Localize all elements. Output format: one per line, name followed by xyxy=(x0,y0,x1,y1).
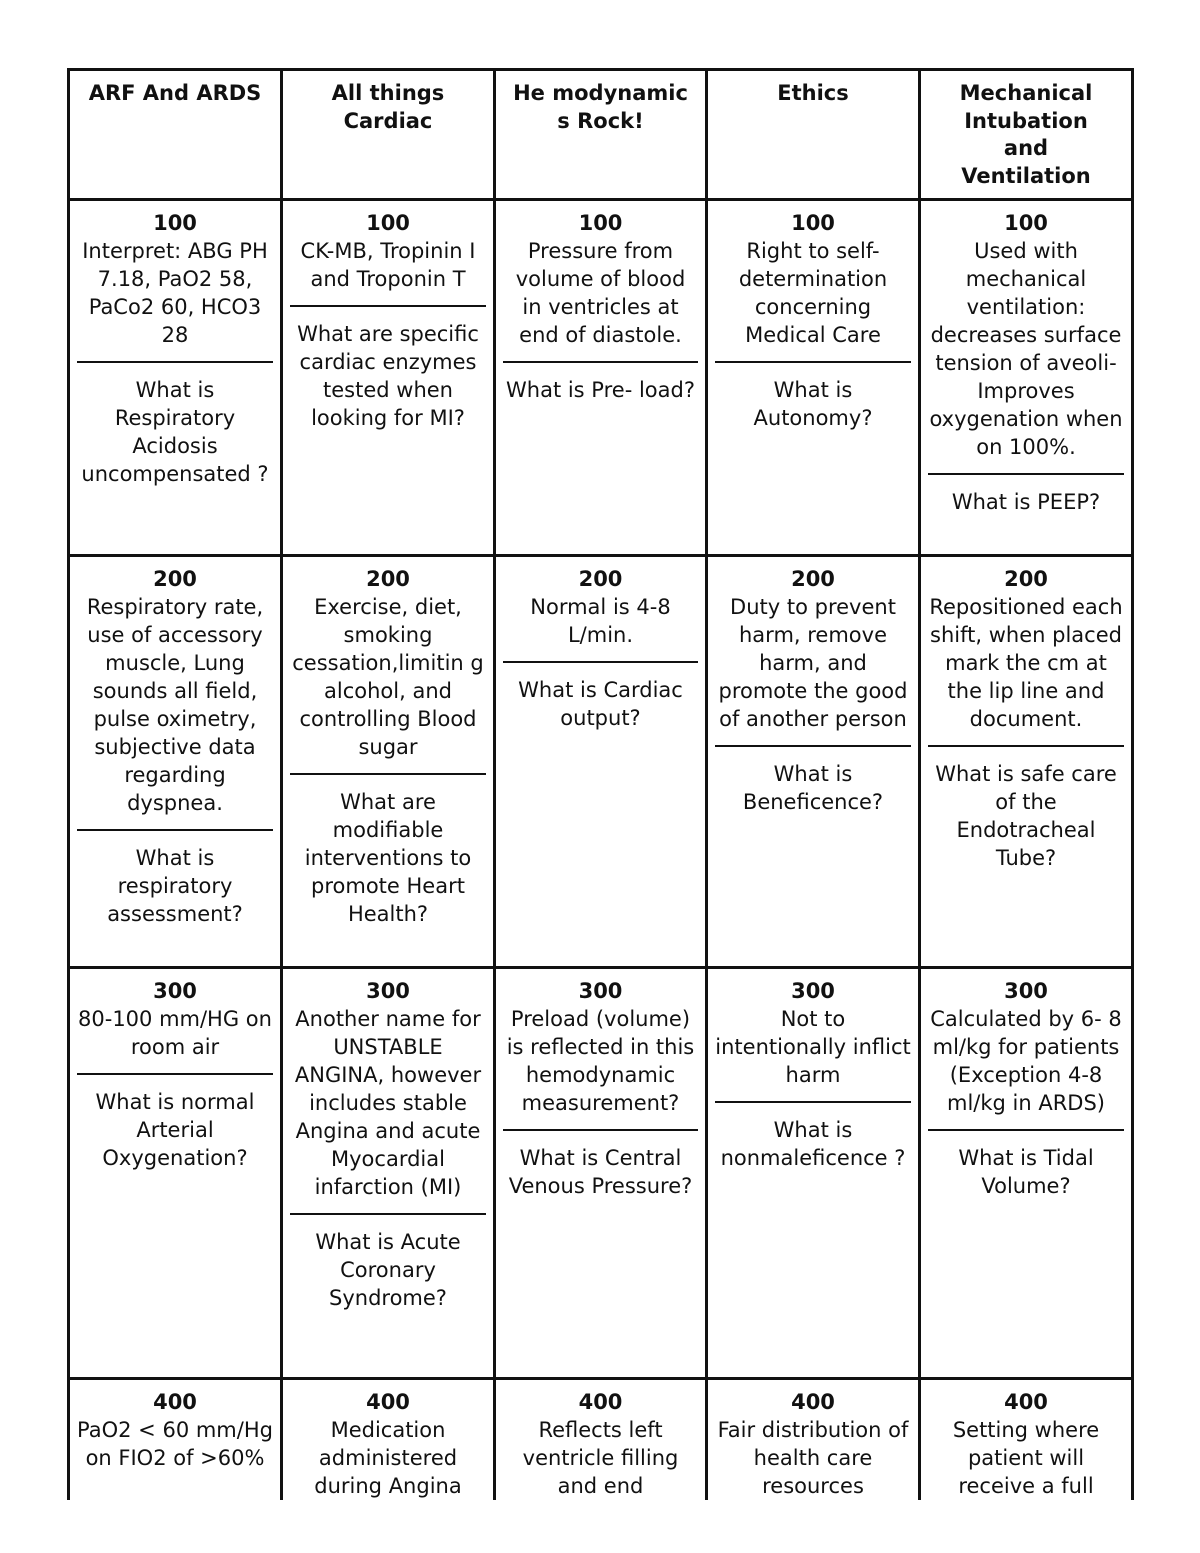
clue-text: Respiratory rate, use of accessory muscle, Lung sounds all field, pulse oximetry, subjective data regarding dyspnea. xyxy=(86,595,264,815)
divider xyxy=(503,661,698,663)
answer-text: What is PEEP? xyxy=(951,490,1101,514)
divider xyxy=(290,773,486,775)
divider xyxy=(928,1129,1124,1131)
clue-text: PaO2 < 60 mm/Hg on FIO2 of >60% xyxy=(77,1418,273,1470)
question-cell-ethics-300 xyxy=(708,969,921,1380)
answer-text: What are specific cardiac enzymes tested when looking for MI? xyxy=(297,322,479,430)
point-value: 100 xyxy=(366,211,410,235)
divider xyxy=(715,361,911,363)
divider xyxy=(503,1129,698,1131)
divider xyxy=(928,745,1124,747)
point-value: 400 xyxy=(578,1390,623,1414)
category-header-hemodynamics: He modynamic s Rock! xyxy=(496,71,708,201)
point-value: 300 xyxy=(578,979,623,1003)
question-cell-hemodynamics-100 xyxy=(496,201,708,557)
divider xyxy=(77,361,273,363)
category-header-arf-ards: ARF And ARDS xyxy=(70,71,283,201)
point-value: 300 xyxy=(791,979,835,1003)
question-cell-cardiac-400 xyxy=(283,1380,496,1500)
jeopardy-grid xyxy=(67,68,1134,1500)
question-cell-arf-200 xyxy=(70,557,283,969)
divider xyxy=(928,473,1124,475)
clue-text: CK-MB, Tropinin I and Troponin T xyxy=(300,239,476,291)
point-value: 100 xyxy=(1004,211,1048,235)
clue-text: Normal is 4-8 L/min. xyxy=(530,595,671,647)
point-value: 300 xyxy=(153,979,197,1003)
divider xyxy=(503,361,698,363)
category-header-cardiac: All things Cardiac xyxy=(283,71,496,201)
divider xyxy=(290,305,486,307)
point-value: 300 xyxy=(1004,979,1048,1003)
divider xyxy=(715,745,911,747)
clue-text: Calculated by 6- 8 ml/kg for patients (Exception 4-8 ml/kg in ARDS) xyxy=(930,1007,1122,1115)
answer-text: What is Respiratory Acidosis uncompensated ? xyxy=(81,378,269,486)
clue-text: 80-100 mm/HG on room air xyxy=(78,1007,272,1059)
clue-text: Duty to prevent harm, remove harm, and promote the good of another person xyxy=(718,595,908,731)
question-cell-arf-300 xyxy=(70,969,283,1380)
answer-text: What is nonmaleficence ? xyxy=(720,1118,906,1170)
answer-text: What is Autonomy? xyxy=(753,378,873,430)
question-cell-cardiac-300 xyxy=(283,969,496,1380)
answer-text: What is Cardiac output? xyxy=(518,678,683,730)
point-value: 100 xyxy=(153,211,197,235)
point-value: 200 xyxy=(791,567,835,591)
question-cell-cardiac-100 xyxy=(283,201,496,557)
question-cell-hemodynamics-300 xyxy=(496,969,708,1380)
point-value: 100 xyxy=(791,211,835,235)
clue-text: Fair distribution of health care resources xyxy=(717,1418,909,1498)
category-header-ventilation: Mechanical Intubation and Ventilation xyxy=(921,71,1134,201)
clue-text: Medication administered during Angina xyxy=(314,1418,462,1498)
point-value: 200 xyxy=(1004,567,1048,591)
question-cell-ventilation-100 xyxy=(921,201,1134,557)
clue-text: Interpret: ABG PH 7.18, PaO2 58, PaCo2 60, HCO3 28 xyxy=(82,239,268,347)
clue-text: Used with mechanical ventilation: decreases surface tension of aveoli- Improves oxygenation when on 100%. xyxy=(929,239,1123,459)
question-cell-cardiac-200 xyxy=(283,557,496,969)
clue-text: Repositioned each shift, when placed mark the cm at the lip line and document. xyxy=(929,595,1123,731)
point-value: 400 xyxy=(153,1390,197,1414)
answer-text: What is Central Venous Pressure? xyxy=(508,1146,693,1198)
question-cell-arf-400 xyxy=(70,1380,283,1500)
clue-text: Preload (volume) is reflected in this hemodynamic measurement? xyxy=(506,1007,695,1115)
question-cell-arf-100 xyxy=(70,201,283,557)
answer-text: What is Pre- load? xyxy=(506,378,695,402)
answer-text: What is normal Arterial Oxygenation? xyxy=(95,1090,255,1170)
point-value: 400 xyxy=(366,1390,410,1414)
divider xyxy=(290,1213,486,1215)
clue-text: Setting where patient will receive a full xyxy=(952,1418,1100,1498)
answer-text: What is safe care of the Endotracheal Tube? xyxy=(935,762,1117,870)
clue-text: Not to intentionally inflict harm xyxy=(715,1007,911,1087)
point-value: 400 xyxy=(1004,1390,1048,1414)
question-cell-ethics-100 xyxy=(708,201,921,557)
question-cell-ethics-400 xyxy=(708,1380,921,1500)
jeopardy-sheet xyxy=(67,68,1134,1500)
clue-text: Another name for UNSTABLE ANGINA, however includes stable Angina and acute Myocardial infarction (MI) xyxy=(294,1007,482,1199)
category-header-ethics: Ethics xyxy=(708,71,921,201)
question-cell-hemodynamics-200 xyxy=(496,557,708,969)
question-cell-ethics-200 xyxy=(708,557,921,969)
clue-text: Pressure from volume of blood in ventricles at end of diastole. xyxy=(515,239,686,347)
answer-text: What is Tidal Volume? xyxy=(958,1146,1094,1198)
point-value: 300 xyxy=(366,979,410,1003)
clue-text: Reflects left ventricle filling and end xyxy=(522,1418,679,1498)
divider xyxy=(715,1101,911,1103)
clue-text: Right to self- determination concerning Medical Care xyxy=(738,239,888,347)
answer-text: What are modifiable interventions to promote Heart Health? xyxy=(304,790,472,926)
divider xyxy=(77,829,273,831)
point-value: 200 xyxy=(153,567,197,591)
point-value: 400 xyxy=(791,1390,835,1414)
question-cell-ventilation-300 xyxy=(921,969,1134,1380)
point-value: 200 xyxy=(366,567,410,591)
question-cell-ventilation-400 xyxy=(921,1380,1134,1500)
question-cell-ventilation-200 xyxy=(921,557,1134,969)
answer-text: What is Acute Coronary Syndrome? xyxy=(315,1230,461,1310)
answer-text: What is Beneficence? xyxy=(742,762,884,814)
answer-text: What is respiratory assessment? xyxy=(107,846,243,926)
point-value: 200 xyxy=(578,567,623,591)
point-value: 100 xyxy=(578,211,623,235)
question-cell-hemodynamics-400 xyxy=(496,1380,708,1500)
clue-text: Exercise, diet, smoking cessation,limitin g alcohol, and controlling Blood sugar xyxy=(292,595,484,759)
divider xyxy=(77,1073,273,1075)
